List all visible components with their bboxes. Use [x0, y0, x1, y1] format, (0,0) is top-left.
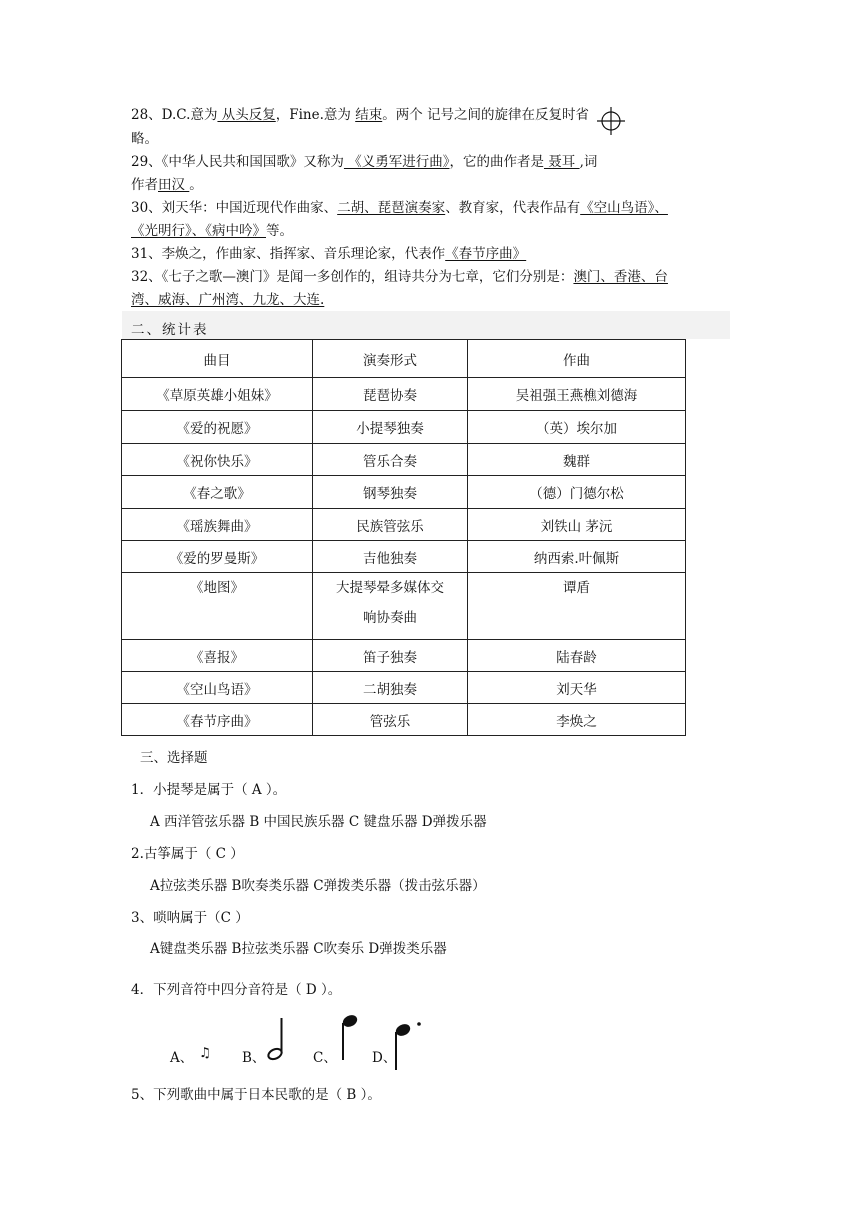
option-d-label: D、: [372, 1050, 397, 1066]
table-cell: 二胡独奏: [313, 672, 468, 704]
cell-line: 大提琴晕多媒体交: [336, 580, 444, 596]
section-3-title: 三、选择题: [140, 750, 208, 766]
question-2-stem: 2.古筝属于（ C ）: [131, 846, 244, 862]
q32-line2: 湾、威海、广州湾、九龙、大连.: [131, 292, 325, 308]
table-row: [122, 444, 686, 476]
table-row: [122, 509, 686, 541]
table-row: [122, 476, 686, 509]
q29-line2: 作者田汉 。: [131, 177, 203, 193]
table-header-cell: 作曲: [468, 340, 686, 378]
table-cell: （英）埃尔加: [468, 411, 686, 444]
q31-line: 31、李焕之，作曲家、指挥家、音乐理论家，代表作《春节序曲》: [131, 246, 527, 262]
section-2-title: 二、统计表: [131, 322, 209, 338]
q32-line1: 32、《七子之歌—澳门》是闻一多创作的，组诗共分为七章，它们分别是：澳门、香港、台: [131, 269, 668, 285]
quarter-note-stem-down-icon: [334, 1008, 364, 1062]
q30-line1: 30、刘天华：中国近现代作曲家、二胡、琵琶演奏家、教育家，代表作品有《空山鸟语》、: [131, 200, 668, 216]
table-cell: 《爱的罗曼斯》: [122, 541, 313, 573]
table-row: [122, 573, 686, 640]
eighth-notes-icon: ♫: [199, 1045, 212, 1061]
table-cell: 李焕之: [468, 704, 686, 736]
table-row: [122, 541, 686, 573]
table-cell: 陆春龄: [468, 640, 686, 672]
statistics-table: [121, 339, 686, 736]
table-cell: 民族管弦乐: [313, 509, 468, 541]
table-cell: 管乐合奏: [313, 444, 468, 476]
table-cell: 吴祖强王燕樵刘德海: [468, 378, 686, 411]
cell-line: 响协奏曲: [363, 610, 417, 626]
question-3-stem: 3、唢呐属于（C ）: [131, 910, 249, 926]
option-a-label: A、: [170, 1050, 194, 1066]
registration-mark-icon: [596, 106, 626, 136]
table-header-cell: 演奏形式: [313, 340, 468, 378]
question-4-stem: 4．下列音符中四分音符是（ D ）。: [131, 982, 342, 998]
half-note-icon: [258, 1014, 298, 1064]
table-cell-multiline: [313, 573, 468, 640]
table-row: [122, 378, 686, 411]
table-cell: 《草原英雄小姐妹》: [122, 378, 313, 411]
q28-line1: 28、D.C.意为 从头反复，Fine.意为 结束。两个 记号之间的旋律在反复时省: [131, 107, 589, 123]
table-cell: 刘铁山 茅沅: [468, 509, 686, 541]
table-row: [122, 640, 686, 672]
question-1-options: A 西洋管弦乐器 B 中国民族乐器 C 键盘乐器 D弹拨乐器: [150, 814, 487, 830]
section-heading-bar: [122, 311, 730, 339]
question-1-stem: 1．小提琴是属于（ A ）。: [131, 782, 287, 798]
table-cell: 《空山鸟语》: [122, 672, 313, 704]
question-2-options: A拉弦类乐器 B吹奏类乐器 C弹拨类乐器（拨击弦乐器）: [150, 878, 486, 894]
table-cell: 刘天华: [468, 672, 686, 704]
option-b-label: B、: [242, 1050, 266, 1066]
table-header-cell: 曲目: [122, 340, 313, 378]
table-cell: 管弦乐: [313, 704, 468, 736]
dotted-quarter-note-icon: [388, 1018, 428, 1072]
q28-line2: 略。: [131, 131, 158, 147]
table-cell: 笛子独奏: [313, 640, 468, 672]
question-5-stem: 5、下列歌曲中属于日本民歌的是（ B ）。: [131, 1087, 381, 1103]
table-cell: 谭盾: [468, 573, 686, 640]
table-cell: 《爱的祝愿》: [122, 411, 313, 444]
table-cell: （德）门德尔松: [468, 476, 686, 509]
table-cell: 《祝你快乐》: [122, 444, 313, 476]
table-cell: 钢琴独奏: [313, 476, 468, 509]
table-cell: 魏群: [468, 444, 686, 476]
table-cell: 《春之歌》: [122, 476, 313, 509]
table-cell: 《喜报》: [122, 640, 313, 672]
table-row: [122, 411, 686, 444]
table-header-row: [122, 340, 686, 378]
q30-line2: 《光明行》、《病中吟》等。: [131, 223, 293, 239]
table-cell: 琵琶协奏: [313, 378, 468, 411]
table-row: [122, 672, 686, 704]
option-c-label: C、: [313, 1050, 337, 1066]
table-cell: 《地图》: [122, 573, 313, 640]
table-cell: 《瑶族舞曲》: [122, 509, 313, 541]
question-3-options: A键盘类乐器 B拉弦类乐器 C吹奏乐 D弹拨类乐器: [150, 941, 447, 957]
table-cell: 小提琴独奏: [313, 411, 468, 444]
table-cell: 吉他独奏: [313, 541, 468, 573]
table-cell: 《春节序曲》: [122, 704, 313, 736]
table-cell: 纳西索.叶佩斯: [468, 541, 686, 573]
table-row: [122, 704, 686, 736]
q29-line1: 29、《中华人民共和国国歌》又称为 《义勇军进行曲》，它的曲作者是 聂耳 ,词: [131, 154, 598, 170]
